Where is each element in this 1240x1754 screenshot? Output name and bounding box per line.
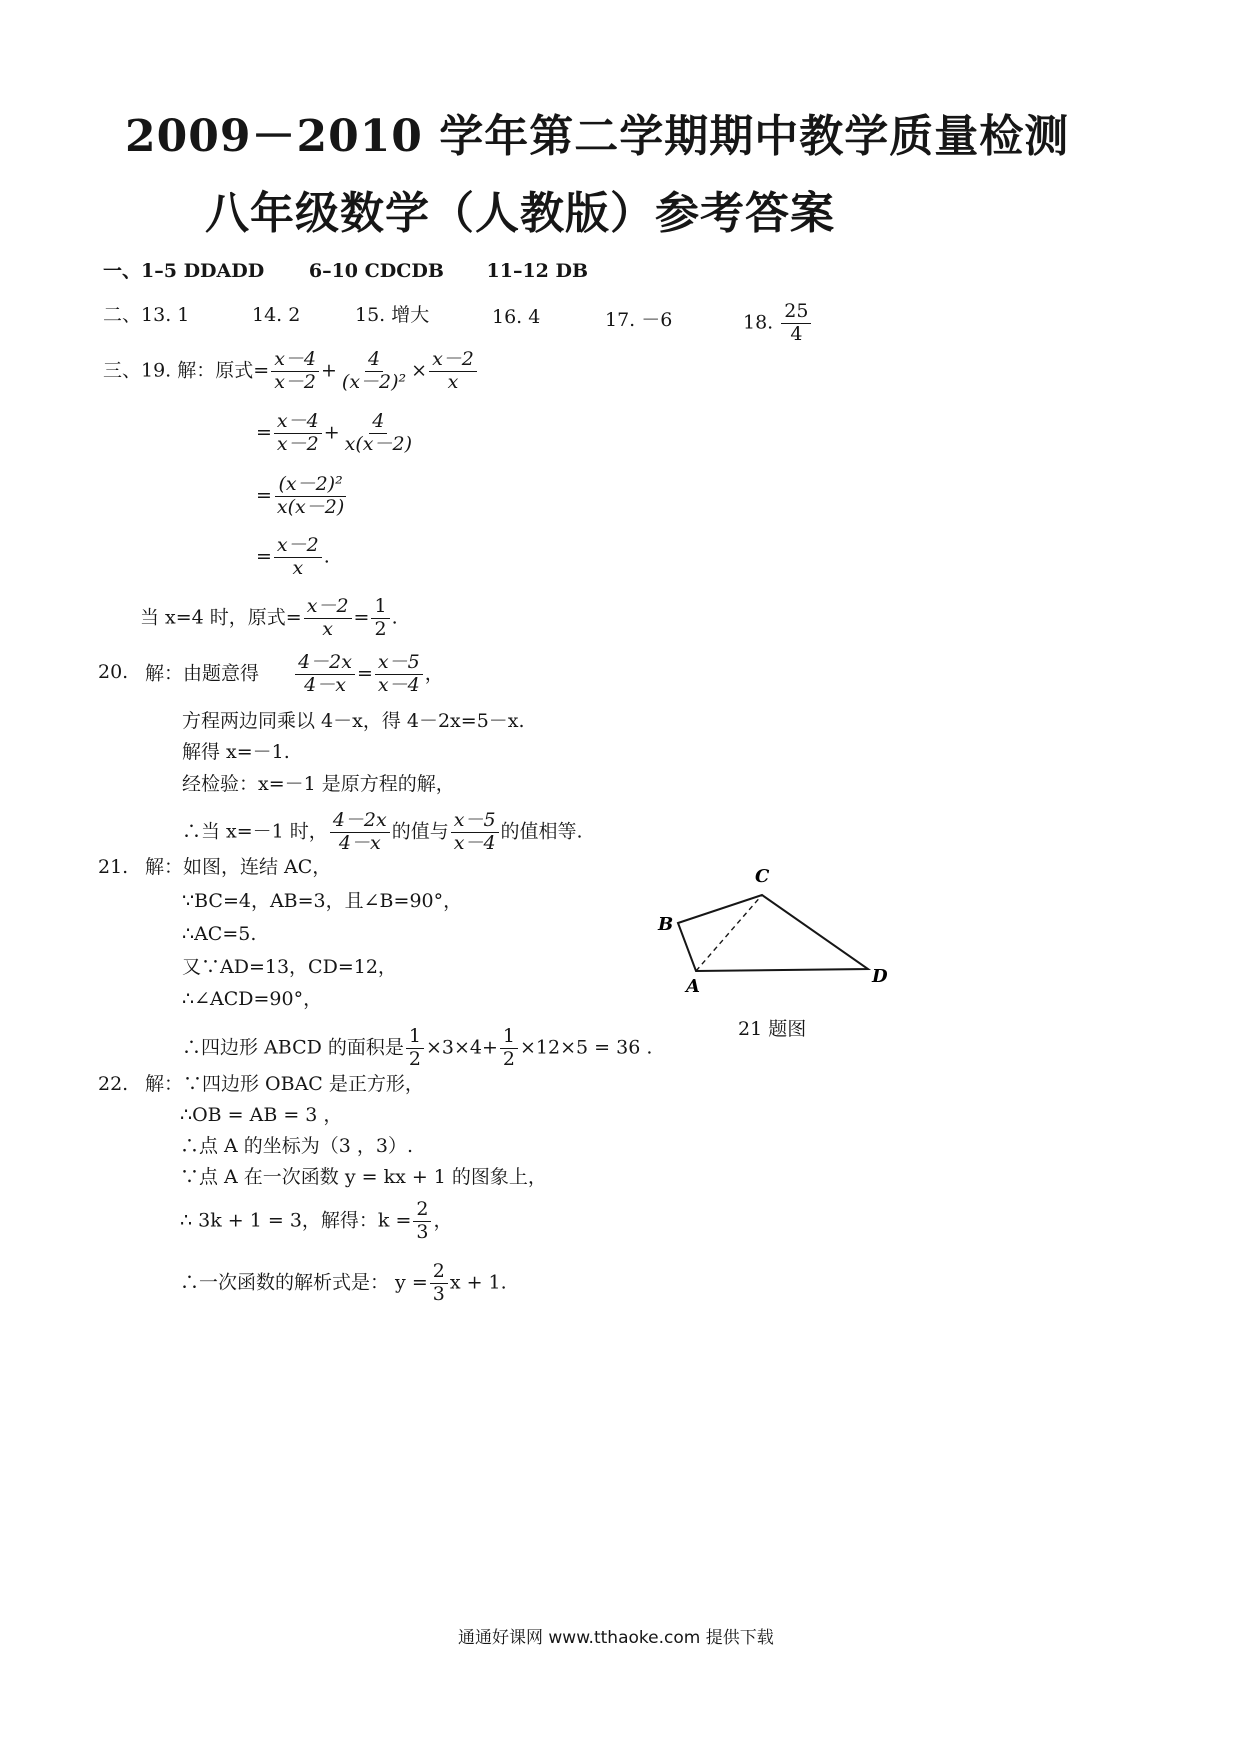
section2-label-text: 二、 — [103, 304, 142, 326]
frac-num: x－5 — [375, 653, 423, 675]
q20-line4: 经检验：x=－1 是原方程的解， — [182, 773, 455, 795]
q19-l2-frac1 — [274, 412, 322, 455]
q21-l6-post: ×12×5 = 36 . — [520, 1036, 653, 1059]
q22-line3: ∴点 A 的坐标为（3 ，3）. — [180, 1135, 414, 1157]
q22-l6-prefix: ∴一次函数的解析式是： y = — [180, 1271, 428, 1294]
answer-18-fraction — [781, 302, 811, 345]
section1-group3: 11–12 DB — [486, 260, 589, 282]
answer-13: 13. 1 — [141, 304, 190, 326]
frac-num: x－2 — [274, 536, 322, 558]
q22-l5-post: ， — [433, 1209, 453, 1232]
footer-credit: 通通好课网 www.tthaoke.com 提供下载 — [458, 1628, 774, 1648]
plus-sign: + — [323, 421, 340, 444]
frac-num: 4 — [369, 412, 387, 434]
section1-label: 一、 — [103, 260, 142, 282]
q19-l2-frac2 — [342, 412, 415, 455]
q19-l1-frac3 — [429, 350, 477, 393]
q21-line6 — [182, 1027, 652, 1070]
q19-line1 — [103, 350, 479, 393]
q19-final — [140, 597, 398, 640]
q22-line2: ∴OB = AB = 3 ， — [180, 1104, 343, 1126]
q19-l4-frac — [274, 536, 322, 579]
point-a-label: A — [686, 976, 700, 997]
q21-l6-mid: ×3×4+ — [425, 1036, 498, 1059]
point-d-label: D — [872, 966, 888, 987]
q20-line3: 解得 x=－1. — [182, 741, 290, 763]
frac-den: 3 — [416, 1220, 429, 1243]
q19-l1-frac2 — [339, 350, 409, 393]
q20-line1-text: 解：由题意得 — [145, 662, 260, 685]
plus-sign: + — [321, 359, 337, 382]
q22-line5 — [180, 1200, 453, 1243]
q20-l5-prefix: ∴当 x=－1 时， — [182, 820, 328, 843]
frac-num: (x－2)² — [275, 475, 345, 497]
section1-answers — [103, 259, 588, 283]
q20-line2: 方程两边同乘以 4－x，得 4－2x=5－x. — [182, 710, 525, 732]
q20-l5-frac2 — [451, 811, 499, 854]
q19-line4 — [256, 536, 330, 579]
q19-line2 — [256, 412, 417, 455]
frac-num: 4 — [365, 350, 383, 372]
frac-num: 25 — [781, 302, 811, 324]
q21-line1: 解：如图，连结 AC， — [145, 856, 332, 878]
frac-den: x — [322, 617, 333, 640]
equals-sign: = — [256, 545, 272, 568]
period: . — [323, 545, 330, 568]
q22-line1: 解：∵四边形 OBAC 是正方形， — [145, 1073, 424, 1095]
frac-num: x－4 — [271, 350, 319, 372]
q20-line5 — [182, 811, 583, 854]
q22-label: 22. — [98, 1073, 129, 1095]
frac-den: 2 — [408, 1047, 421, 1070]
answer-17: 17. －6 — [605, 309, 673, 331]
frac-den: (x－2)² — [341, 370, 407, 393]
figure-caption: 21 题图 — [738, 1018, 807, 1040]
comma: ， — [424, 662, 444, 685]
frac-den: 2 — [502, 1047, 516, 1070]
frac-den: 4－x — [304, 673, 346, 696]
quadrilateral-abcd — [678, 895, 868, 971]
frac-den: 4－x — [338, 831, 381, 854]
q20-line1 — [145, 653, 444, 696]
frac-num: x－5 — [451, 811, 499, 833]
answer-18 — [743, 302, 813, 345]
q19-l1-frac1 — [271, 350, 319, 393]
q22-l5-prefix: ∴ 3k + 1 = 3，解得：k = — [180, 1209, 412, 1232]
frac-den: x — [292, 556, 304, 579]
frac-num: 4－2x — [295, 653, 355, 675]
q22-line4: ∵点 A 在一次函数 y = kx + 1 的图象上， — [180, 1166, 547, 1188]
equals-sign: = — [356, 662, 373, 685]
q19-l3-frac — [274, 475, 347, 518]
q19-prefix: 三、19. 解：原式= — [103, 359, 270, 382]
q22-l6-frac — [430, 1262, 448, 1305]
period: . — [391, 606, 398, 629]
section1-group1: 1–5 DDADD — [141, 260, 265, 282]
q21-line4: 又∵AD=13，CD=12， — [182, 956, 397, 978]
q19-final-frac1 — [304, 597, 352, 640]
point-b-label: B — [658, 914, 674, 935]
q21-line5: ∴∠ACD=90°， — [182, 988, 323, 1010]
frac-num: 2 — [413, 1200, 431, 1222]
q22-line6 — [180, 1262, 507, 1305]
section1-group2: 6–10 CDCDB — [308, 260, 444, 282]
q20-l5-post: 的值相等. — [500, 820, 583, 843]
frac-den: 3 — [432, 1282, 445, 1305]
q20-l1-frac1 — [295, 653, 355, 696]
frac-den: 2 — [374, 617, 387, 640]
frac-den: x(x－2) — [276, 495, 345, 518]
q21-l6-frac2 — [500, 1027, 518, 1070]
frac-num: 1 — [371, 597, 389, 619]
frac-num: 1 — [500, 1027, 518, 1049]
q20-l5-mid: 的值与 — [391, 820, 449, 843]
section2-label — [103, 303, 189, 327]
q21-label: 21. — [98, 856, 129, 878]
q22-l5-frac — [413, 1200, 431, 1243]
equals-sign: = — [256, 421, 272, 444]
q19-final-prefix: 当 x=4 时，原式= — [140, 606, 302, 629]
frac-num: x－4 — [274, 412, 322, 434]
q21-l6-prefix: ∴四边形 ABCD 的面积是 — [182, 1036, 404, 1059]
q20-l5-frac1 — [330, 811, 390, 854]
q20-label: 20. — [98, 661, 129, 683]
times-sign: × — [411, 359, 428, 382]
q21-figure — [650, 860, 910, 1000]
frac-den: x－4 — [377, 673, 420, 696]
frac-den: x－2 — [276, 432, 319, 455]
frac-num: 2 — [430, 1262, 448, 1284]
exam-subtitle: 八年级数学（人教版）参考答案 — [205, 188, 835, 239]
q19-final-frac2 — [371, 597, 389, 640]
frac-num: x－2 — [429, 350, 477, 372]
equals-sign: = — [353, 606, 370, 629]
q20-l1-frac2 — [375, 653, 423, 696]
frac-den: x－2 — [274, 370, 316, 393]
q22-l6-post: x + 1. — [449, 1271, 507, 1294]
frac-num: 1 — [406, 1027, 424, 1049]
q21-line2: ∵BC=4，AB=3，且∠B=90°， — [182, 890, 463, 912]
answer-18-label: 18. — [743, 311, 774, 334]
answer-16: 16. 4 — [492, 306, 541, 328]
frac-den: x(x－2) — [344, 432, 413, 455]
frac-den: 4 — [790, 322, 803, 345]
equals-sign: = — [256, 484, 272, 507]
answer-14: 14. 2 — [252, 304, 301, 326]
q21-line3: ∴AC=5. — [182, 923, 257, 945]
frac-den: x — [447, 370, 459, 393]
frac-den: x－4 — [453, 831, 496, 854]
answer-15: 15. 增大 — [355, 304, 430, 326]
exam-title: 2009－2010 学年第二学期期中教学质量检测 — [125, 111, 1070, 162]
q19-line3 — [256, 475, 349, 518]
q21-l6-frac1 — [406, 1027, 424, 1070]
frac-num: 4－2x — [330, 811, 390, 833]
point-c-label: C — [755, 866, 770, 887]
frac-num: x－2 — [304, 597, 352, 619]
